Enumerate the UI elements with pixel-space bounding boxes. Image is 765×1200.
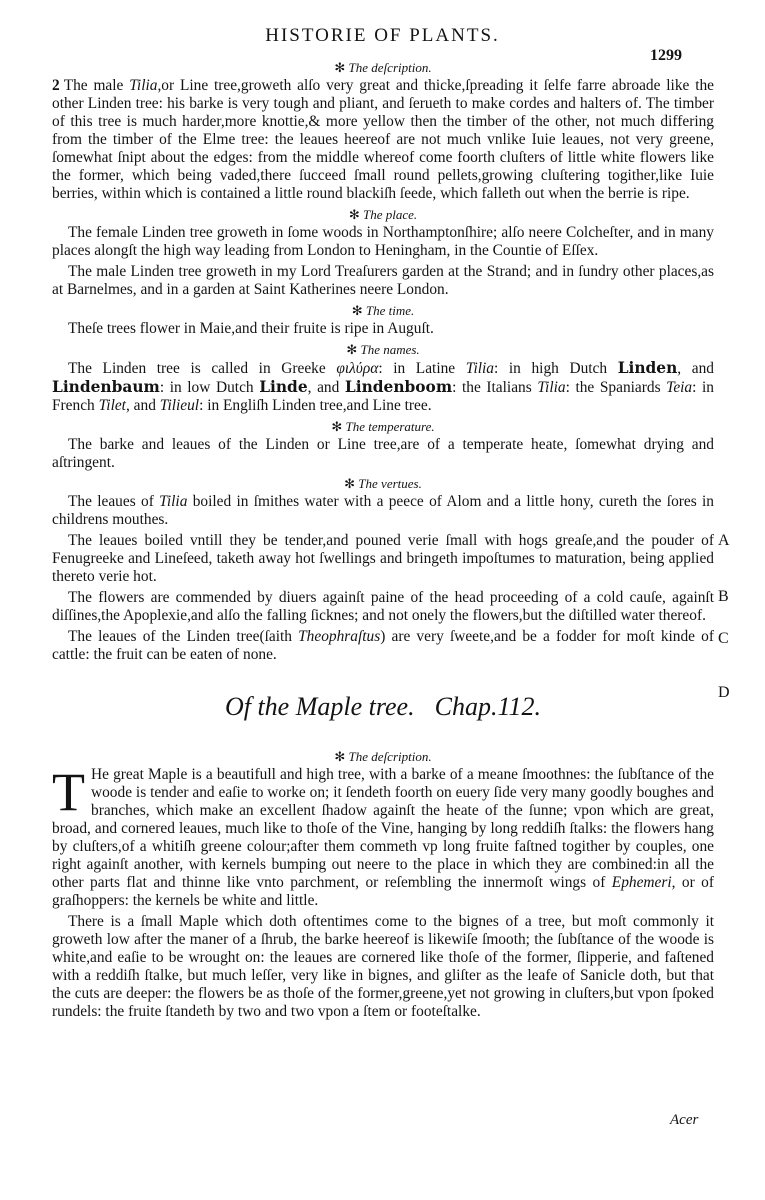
heading-text: The vertues. <box>358 476 422 491</box>
page-number: 1299 <box>650 47 682 64</box>
blackletter-term: Lindenboom <box>344 378 453 396</box>
asterisk-ornament-icon: ✻ <box>344 476 359 491</box>
heading-text: The names. <box>360 342 420 357</box>
paragraph-vertue-a <box>52 493 714 529</box>
text-run: : the Italians <box>452 379 538 396</box>
asterisk-ornament-icon: ✻ <box>348 207 363 222</box>
text-run: The male <box>63 77 130 94</box>
text-run: : in Latine <box>378 360 466 377</box>
italic-term: Teia <box>666 379 693 396</box>
section-heading-place <box>52 206 714 224</box>
body-text <box>52 59 714 1024</box>
blackletter-term: Lindenbaum <box>52 378 160 396</box>
section-heading-names <box>52 341 714 359</box>
margin-letter-b: B <box>718 588 729 605</box>
paragraph-temperature: The barke and leaues of the Linden or Line tree,are of a temperate heate, ſomewhat drying and aſtringent. <box>52 436 714 471</box>
italic-term: Ephemeri <box>611 874 672 891</box>
text-run: ) are very ſweete,and be a fodder for moſt kinde of cattle: the fruit can be eaten of none. <box>52 628 714 663</box>
paragraph-names <box>52 359 714 415</box>
text-run: , or of graſhoppers: the kernels be white and little. <box>52 874 714 909</box>
italic-term: Tilia <box>129 77 158 94</box>
paragraph-place-male: The male Linden tree groweth in my Lord Treaſurers garden at the Strand; and in ſundry other places,as at Barnelmes, and in a garden at Saint Katherines neere London. <box>52 263 714 298</box>
section-heading-maple-description <box>52 748 714 766</box>
italic-term: Tilet <box>98 397 126 414</box>
running-title: HISTORIE OF PLANTS. <box>265 25 500 46</box>
text-run: The Linden tree is called in Greeke <box>68 360 337 377</box>
heading-text: The deſcription. <box>348 60 432 75</box>
paragraph-time: Theſe trees flower in Maie,and their fruite is ripe in Auguſt. <box>68 320 434 337</box>
paragraph-male-tilia <box>52 77 714 203</box>
section-heading-vertues <box>52 475 714 493</box>
italic-term: Tilieul <box>159 397 200 414</box>
text-run: : in French <box>52 379 714 414</box>
catchword: Acer <box>670 1112 699 1128</box>
paragraph-place-female: The female Linden tree groweth in ſome woods in Northamptonſhire; alſo neere Colcheſter, and in many places alongſt the high way leading from London to Heningham, in the Countie of Eſſex. <box>52 224 714 259</box>
paragraph-vertue-b: The leaues boiled vntill they be tender,and pouned verie ſmall with hogs greaſe,and the pouder of Fenugreeke and Lineſeed, taketh away hot ſwellings and bringeth impoſtumes to maturation, being applied thereto verie hot. <box>52 532 714 585</box>
section-heading-description <box>52 59 714 77</box>
italic-term: Tilia <box>159 493 188 510</box>
text-run: The leaues of the Linden tree(ſaith <box>68 628 299 645</box>
text-run: : in Engliſh Linden tree,and Line tree. <box>199 397 432 414</box>
asterisk-ornament-icon: ✻ <box>334 60 349 75</box>
text-run: ,or Line tree,groweth alſo very great and thicke,ſpreading it ſelfe farre abroade like the other Linden tree: his barke is very tough and pliant, and ſerueth to make cordes and halters of. The timber of this tree is much harder,more knottie,& more yellow then the timber of the other, not much differing from the timber of the Elme tree: the leaues heereof are not much vnlike Iuie leaues, not very greene, ſomewhat ſnipt about the edges: from the middle whereof come foorth cluſters of little white flowers like the former, which being vaded,there ſucceed ſmall round pellets,growing cluſtering togither,like Iuie berries, within which is contained a little round blackiſh ſeede, which falleth out when the berrie is ripe. <box>52 77 714 202</box>
paragraph-great-maple <box>52 762 714 910</box>
section-heading-time <box>52 302 714 320</box>
text-run: : in low Dutch <box>159 379 260 396</box>
asterisk-ornament-icon: ✻ <box>331 419 346 434</box>
text-run: , and <box>677 360 714 377</box>
paragraph-small-maple: There is a ſmall Maple which doth oftentimes come to the bignes of a tree, but moſt commonly it groweth low after the maner of a ſhrub, the barke heereof is likewiſe ſmooth; the ſubſtance of the woode is white,and eaſie to be wrought on: the leaues are cornered like thoſe of the former, ſlipperie, and faſtened with a reddiſh ſtalke, but much leſſer, very like in bignes, and gliſter as the leafe of Sanicle doth, but that the cuts are deeper: the flowers be as thoſe of the former,greene,yet not growing in cluſters,but vpon ſpoked rundels: the fruite ſtandeth by two and two vpon a ſtem or footeſtalke. <box>52 913 714 1020</box>
text-run: , and <box>307 379 345 396</box>
asterisk-ornament-icon: ✻ <box>346 342 361 357</box>
blackletter-term: Linden <box>617 359 678 377</box>
heading-text: The temperature. <box>345 419 435 434</box>
blackletter-term: Linde <box>259 378 308 396</box>
italic-term: Tilia <box>465 360 494 377</box>
drop-cap-letter: T <box>52 762 85 822</box>
margin-letter-a: A <box>718 532 730 549</box>
chapter-title <box>52 692 714 722</box>
text-run: : in high Dutch <box>493 360 618 377</box>
paragraph-vertue-d <box>52 628 714 664</box>
heading-text: The deſcription. <box>348 749 432 764</box>
italic-term: Tilia <box>537 379 566 396</box>
text-run: boiled in ſmithes water with a peece of Alom and a little hony, cureth the ſores in childrens mouthes. <box>52 493 714 528</box>
margin-letter-d: D <box>718 684 730 701</box>
heading-text: The time. <box>365 303 415 318</box>
greek-term: φιλύρα <box>336 360 379 377</box>
paragraph-vertue-c: The flowers are commended by diuers againſt paine of the head proceeding of a cold cauſe, againſt diſſines,the Apoplexie,and alſo the falling ſicknes; and not onely the flowers,but the diſtilled water thereof. <box>52 589 714 624</box>
chapter-number: Chap.112. <box>434 692 542 721</box>
margin-letter-c: C <box>718 630 729 647</box>
section-heading-temperature <box>52 418 714 436</box>
text-run: , and <box>125 397 160 414</box>
italic-term: Theophraſtus <box>298 628 381 645</box>
item-number: 2 <box>52 77 60 94</box>
heading-text: The place. <box>363 207 418 222</box>
text-run: The leaues of <box>68 493 160 510</box>
chapter-title-text: Of the Maple tree. <box>224 692 415 721</box>
text-run: : the Spaniards <box>565 379 667 396</box>
text-run: He great Maple is a beautifull and high tree, with a barke of a meane ſmoothnes: the ſubſtance of the woode is tender and eaſie to worke on; it ſendeth foorth on euery ſide very many goodly boughes and branches, which make an excellent ſhadow againſt the heate of the ſunne; vpon which are great, broad, and cornered leaues, much like to thoſe of the Vine, hanging by long reddiſh ſtalks: the flowers hang by cluſters,of a whitiſh greene colour;after them commeth vp long fruite faſtned togither by couples, one right againſt another, with kernels bumping out neere to the place in which they are combined:in all the other parts flat and thinne like vnto parchment, or reſembling the innermoſt wings of <box>52 766 714 891</box>
asterisk-ornament-icon: ✻ <box>334 749 349 764</box>
asterisk-ornament-icon: ✻ <box>351 303 366 318</box>
